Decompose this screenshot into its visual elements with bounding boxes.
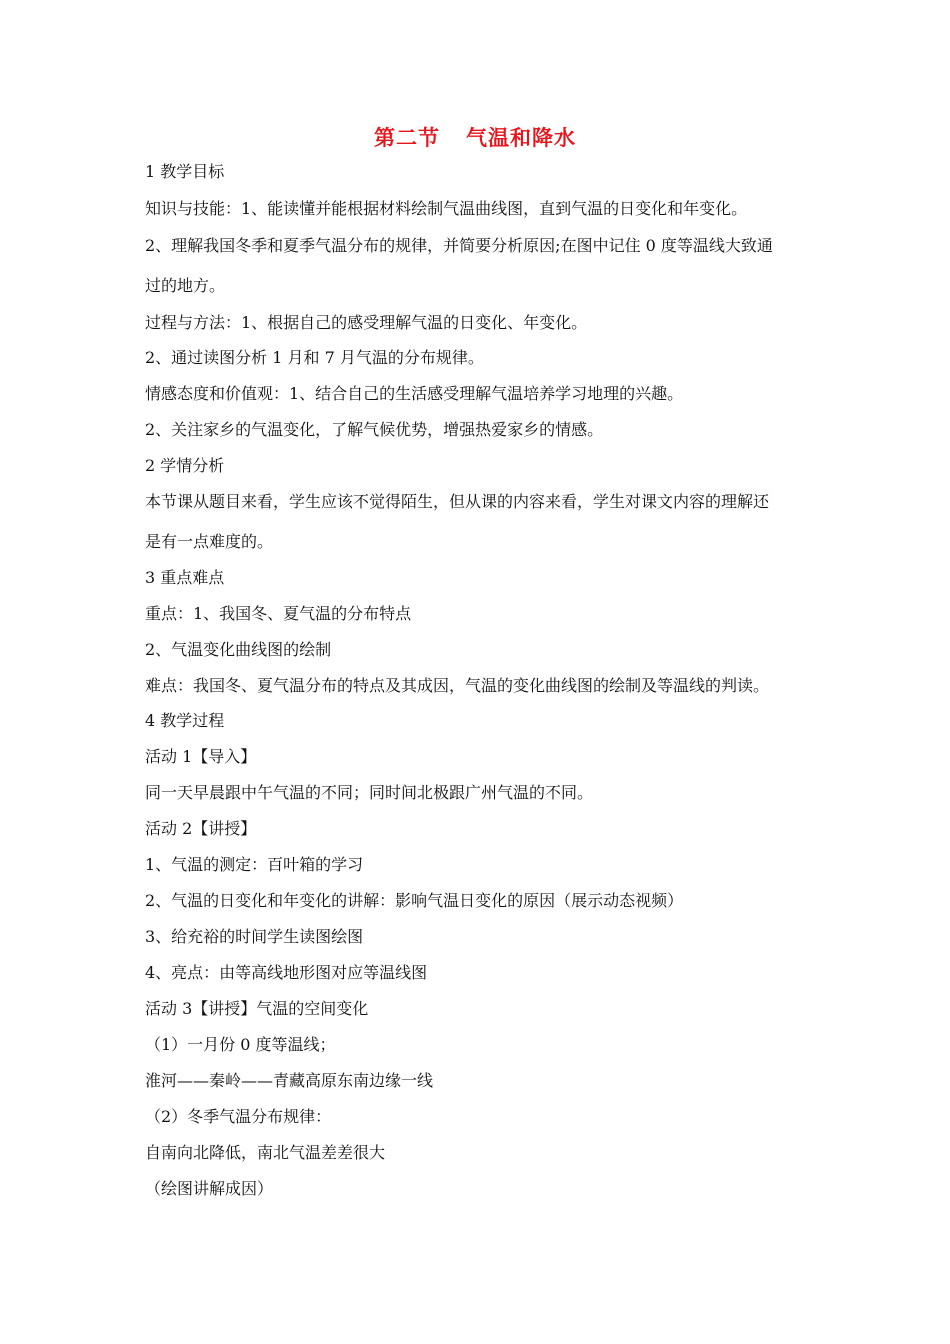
text-line: 同一天早晨跟中午气温的不同；同时间北极跟广州气温的不同。 [145, 783, 594, 802]
activity-heading: 活动 2【讲授】 [145, 819, 257, 838]
text-line: 3、给充裕的时间学生读图绘图 [145, 927, 364, 946]
text-line: 2、气温变化曲线图的绘制 [145, 640, 332, 659]
text-line: 1、气温的测定：百叶箱的学习 [145, 855, 364, 874]
activity-heading: 活动 3【讲授】气温的空间变化 [145, 999, 369, 1018]
text-line: 难点：我国冬、夏气温分布的特点及其成因，气温的变化曲线图的绘制及等温线的判读。 [145, 676, 770, 695]
text-line: 2、关注家乡的气温变化，了解气候优势，增强热爱家乡的情感。 [145, 420, 604, 439]
text-line: 是有一点难度的。 [145, 532, 274, 551]
page-title [0, 122, 950, 152]
section-heading: 4 教学过程 [145, 711, 225, 730]
text-line: 过的地方。 [145, 276, 226, 295]
text-line: 自南向北降低，南北气温差差很大 [145, 1143, 386, 1162]
text-line: （绘图讲解成因） [145, 1179, 274, 1198]
text-line: 1 教学目标 [145, 162, 225, 181]
text-line: 2、通过读图分析 1 月和 7 月气温的分布规律。 [145, 348, 484, 367]
text-line: 重点：1、我国冬、夏气温的分布特点 [145, 604, 412, 623]
section-heading: 3 重点难点 [145, 568, 225, 587]
text-line: 2、理解我国冬季和夏季气温分布的规律，并简要分析原因;在图中记住 0 度等温线大致通 [145, 236, 773, 255]
text-line: 过程与方法：1、根据自己的感受理解气温的日变化、年变化。 [145, 313, 588, 332]
text-line: 4、亮点：由等高线地形图对应等温线图 [145, 963, 428, 982]
text-line: 知识与技能：1、能读懂并能根据材料绘制气温曲线图，直到气温的日变化和年变化。 [145, 199, 748, 218]
activity-heading: 活动 1【导入】 [145, 747, 257, 766]
text-line: （2）冬季气温分布规律： [145, 1107, 332, 1126]
text-line: （1）一月份 0 度等温线； [145, 1035, 336, 1054]
title-topic: 气温和降水 [466, 125, 576, 150]
section-heading: 2 学情分析 [145, 456, 225, 475]
title-section-number: 第二节 [374, 125, 440, 150]
text-line: 本节课从题目来看，学生应该不觉得陌生，但从课的内容来看，学生对课文内容的理解还 [145, 492, 770, 511]
text-line: 情感态度和价值观：1、结合自己的生活感受理解气温培养学习地理的兴趣。 [145, 384, 684, 403]
text-line: 2、气温的日变化和年变化的讲解：影响气温日变化的原因（展示动态视频） [145, 891, 684, 910]
text-line: 淮河——秦岭——青藏高原东南边缘一线 [145, 1071, 434, 1090]
